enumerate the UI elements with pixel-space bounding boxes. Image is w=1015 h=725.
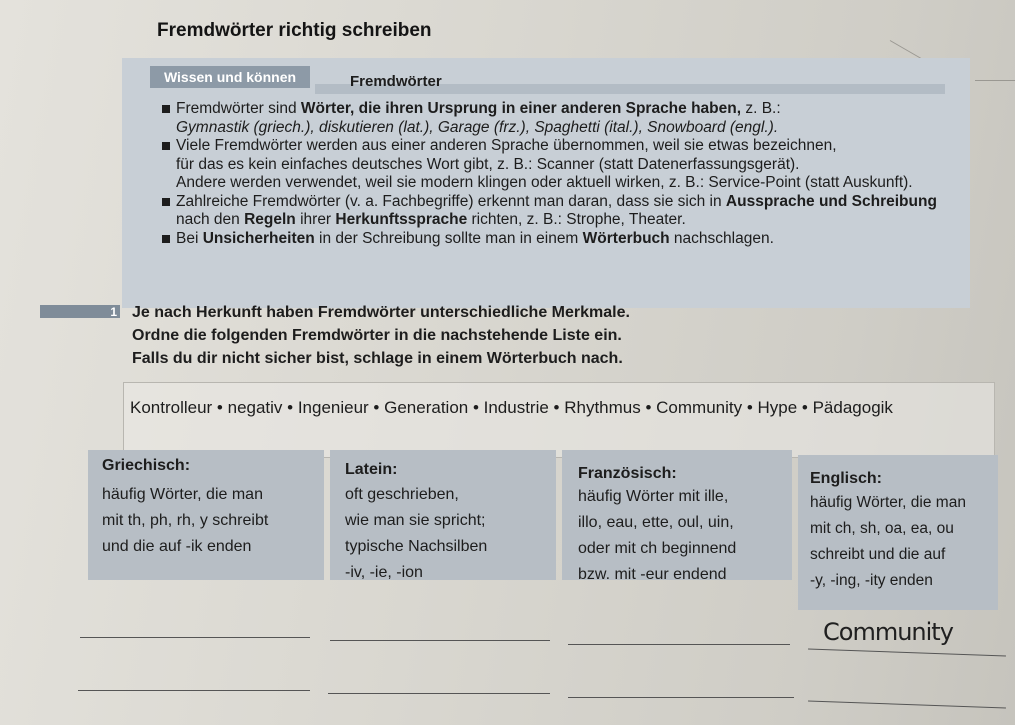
task-line: Ordne die folgenden Fremdwörter in die nachstehende Liste ein. [132,327,622,344]
category-description [578,484,736,588]
answer-line[interactable] [328,693,550,694]
info-bullet [160,193,960,230]
category-line: häufig Wörter, die man [810,494,966,511]
category-description [345,482,487,586]
category-title: Französisch: [578,465,677,482]
category-title: Englisch: [810,470,883,487]
category-line: schreibt und die auf [810,546,946,563]
answer-line[interactable] [80,637,310,638]
bullet-line: für das es kein einfaches deutsches Wort gibt, z. B.: Scanner (statt Datenerfassungsgerät). [176,155,800,173]
answer-line[interactable] [808,701,1006,709]
answer-line[interactable] [808,649,1006,657]
category-title: Griechisch: [102,457,191,474]
bullet-line: nach den Regeln ihrer Herkunftssprache richten, z. B.: Strophe, Theater. [176,211,686,228]
category-line: oft geschrieben, [345,486,459,503]
bullet-square-icon [162,198,170,206]
info-bullet [160,230,960,249]
answer-line[interactable] [330,640,550,641]
category-line: mit ch, sh, oa, ea, ou [810,520,954,537]
word-list: Kontrolleur • negativ • Ingenieur • Generation • Industrie • Rhythmus • Community • Hype • Pädagogik [130,398,893,417]
corner-line [975,80,1015,81]
word-box [123,382,995,458]
category-line: -iv, -ie, -ion [345,564,423,581]
bullet-square-icon [162,142,170,150]
handwritten-answer: Community [823,618,953,646]
page-title: Fremdwörter richtig schreiben [157,20,432,41]
answer-line[interactable] [568,644,790,645]
info-bullet [160,100,960,137]
bullet-line: Viele Fremdwörter werden aus einer anderen Sprache übernommen, weil sie etwas bezeichnen, [176,137,837,154]
category-line: typische Nachsilben [345,538,488,555]
bullet-line: Bei Unsicherheiten in der Schreibung sollte man in einem Wörterbuch nachschlagen. [176,229,774,247]
answer-line[interactable] [568,697,794,698]
category-line: häufig Wörter mit ille, [578,488,729,505]
bullet-line: Fremdwörter sind Wörter, die ihren Ursprung in einer anderen Sprache haben, z. B.: [176,100,781,117]
task-number-badge: 1 [40,305,120,318]
info-bullet [160,137,960,193]
task-line: Je nach Herkunft haben Fremdwörter unterschiedliche Merkmale. [132,304,630,321]
bullet-line: Andere werden verwendet, weil sie modern klingen oder aktuell wirken, z. B.: Service-Point (statt Auskunft). [176,174,913,191]
category-line: und die auf -ik enden [102,538,252,555]
answer-line[interactable] [78,690,310,691]
task-instructions [132,301,630,370]
category-title: Latein: [345,461,398,478]
category-line: illo, eau, ette, oul, uin, [578,514,734,531]
bullet-line: Gymnastik (griech.), diskutieren (lat.), Garage (frz.), Spaghetti (ital.), Snowboard (engl.). [176,118,779,136]
category-line: oder mit ch beginnend [578,540,737,557]
category-line: -y, -ing, -ity enden [810,572,933,589]
category-line: mit th, ph, rh, y schreibt [102,512,269,529]
category-description [810,490,966,594]
bullet-square-icon [162,235,170,243]
bullet-square-icon [162,105,170,113]
bullet-line: Zahlreiche Fremdwörter (v. a. Fachbegriffe) erkennt man daran, dass sie sich in Aussprache und Schreibung [176,192,937,210]
category-line: wie man sie spricht; [345,512,486,529]
category-description [102,482,268,560]
info-tab: Wissen und können [150,66,310,88]
category-line: bzw. mit -eur endend [578,566,727,583]
task-line: Falls du dir nicht sicher bist, schlage in einem Wörterbuch nach. [132,350,623,367]
info-bullet-list [160,100,960,248]
info-heading: Fremdwörter [350,73,442,90]
category-line: häufig Wörter, die man [102,486,263,503]
